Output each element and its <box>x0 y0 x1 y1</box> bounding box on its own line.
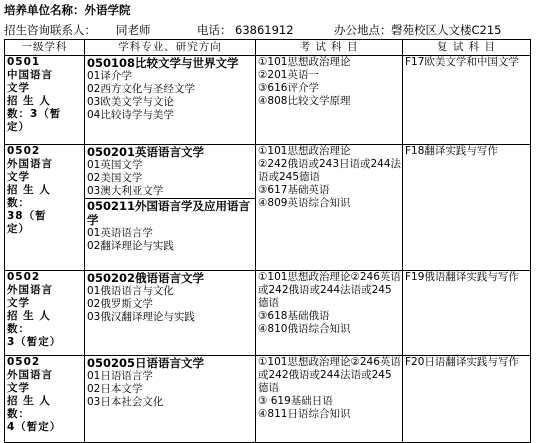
retest-cell <box>403 271 531 356</box>
major-cell <box>85 56 256 145</box>
column-header-major: 学科专业、研究方向 <box>85 40 256 56</box>
retest-cell <box>403 356 531 443</box>
discipline-line: 数： <box>7 323 30 335</box>
discipline-cell <box>5 145 85 271</box>
direction-item: 02美国文学 <box>87 172 143 184</box>
discipline-line: 文学 <box>7 171 30 183</box>
discipline-line: 外国语言 <box>7 369 53 381</box>
discipline-line: 文学 <box>7 297 30 309</box>
exam-item: ④808比较文学原理 <box>258 95 351 107</box>
contact-name: 同老师 <box>116 23 151 37</box>
table-row <box>5 356 531 443</box>
major-cell <box>85 356 256 443</box>
direction-item: 04比较诗学与美学 <box>87 109 174 121</box>
direction-item: 01英国文学 <box>87 159 143 171</box>
direction-item: 03日本社会文化 <box>87 396 164 408</box>
discipline-line: 数： <box>7 197 30 209</box>
direction-item: 02俄罗斯文学 <box>87 298 153 310</box>
exam-item: ①101思想政治理论 <box>258 145 351 157</box>
table-header-row <box>5 40 531 56</box>
retest-cell <box>403 56 531 145</box>
column-header-discipline: 一级学科 <box>5 40 85 56</box>
direction-item: 02西方文化与圣经文学 <box>87 83 195 95</box>
retest-item: F20日语翻译实践与写作 <box>405 356 519 368</box>
discipline-cell <box>5 56 85 145</box>
office-label: 办公地点： <box>334 23 392 37</box>
exam-item: ③617基础英语 <box>258 184 330 196</box>
exam-item: ②201英语一 <box>258 69 319 81</box>
discipline-line: 招 生 人 <box>7 395 51 407</box>
column-header-retest: 复 试 科 目 <box>403 40 531 56</box>
exam-item: ④811日语综合知识 <box>258 408 351 420</box>
major-title: 050205日语语言文学 <box>87 356 205 370</box>
exam-item: ①101思想政治理论 <box>258 56 351 68</box>
exam-item: ①101思想政治理论②246英语或242俄语或244法语或245德语 <box>258 356 401 394</box>
table-row <box>5 56 531 145</box>
exam-item: ④810俄语综合知识 <box>258 323 351 335</box>
retest-cell <box>403 145 531 271</box>
discipline-line: 3（暂定） <box>7 336 62 348</box>
major-cell <box>85 145 256 271</box>
table-row <box>5 145 531 271</box>
discipline-line: 外国语言 <box>7 284 53 296</box>
discipline-line: 中国语言 <box>7 69 53 81</box>
table-row <box>5 271 531 356</box>
discipline-code: 0502 <box>7 271 41 283</box>
unit-name: 培养单位名称：外语学院 <box>4 3 131 17</box>
direction-item: 01译介学 <box>87 70 132 82</box>
discipline-line: 38（暂 <box>7 210 47 222</box>
discipline-line: 定） <box>7 121 30 133</box>
phone-number: 63861912 <box>235 23 294 37</box>
discipline-line: 数： <box>7 408 30 420</box>
direction-item: 01英语语言学 <box>87 227 153 239</box>
office-location: 磬苑校区人文楼C215 <box>391 23 502 37</box>
discipline-line: 文学 <box>7 82 30 94</box>
retest-item: F19俄语翻译实践与写作 <box>405 271 519 283</box>
major-title: 050201英语语言文学 <box>87 145 205 159</box>
discipline-line: 定） <box>7 223 30 235</box>
direction-item: 01俄语语言与文化 <box>87 285 174 297</box>
major-title: 050211外国语言学及应用语言学 <box>87 199 251 227</box>
major-title: 050202俄语语言文学 <box>87 271 205 285</box>
column-header-exams: 考 试 科 目 <box>256 40 403 56</box>
discipline-line: 文学 <box>7 382 30 394</box>
exam-cell <box>256 356 403 443</box>
discipline-code: 0502 <box>7 356 41 368</box>
direction-item: 03俄汉翻译理论与实践 <box>87 311 195 323</box>
exam-cell <box>256 145 403 271</box>
discipline-line: 招 生 人 <box>7 184 51 196</box>
exam-cell <box>256 271 403 356</box>
contact-label: 招生咨询联系人： <box>4 23 96 37</box>
discipline-line: 招 生 人 <box>7 95 51 107</box>
discipline-line: 外国语言 <box>7 158 53 170</box>
phone-label: 电话： <box>197 23 232 37</box>
second-major-block <box>85 198 255 253</box>
discipline-cell <box>5 356 85 443</box>
exam-item: ③616评介学 <box>258 82 319 94</box>
direction-item: 02日本文学 <box>87 383 143 395</box>
discipline-code: 0502 <box>7 145 41 157</box>
exam-item: ①101思想政治理论②246英语或242俄语或244法语或245德语 <box>258 271 401 309</box>
exam-cell <box>256 56 403 145</box>
direction-item: 02翻译理论与实践 <box>87 240 174 252</box>
direction-item: 03澳大利亚文学 <box>87 185 164 197</box>
discipline-line: 数：3（暂 <box>7 108 62 120</box>
major-title: 050108比较文学与世界文学 <box>87 56 239 70</box>
program-table <box>4 39 531 443</box>
discipline-code: 0501 <box>7 56 41 68</box>
exam-item: ③618基础俄语 <box>258 310 330 322</box>
discipline-line: 4（暂定） <box>7 421 62 433</box>
direction-item: 03欧美文学与文论 <box>87 96 174 108</box>
exam-item: ③ 619基础日语 <box>258 395 333 407</box>
retest-item: F17欧美文学和中国文学 <box>405 56 519 68</box>
major-cell <box>85 271 256 356</box>
discipline-cell <box>5 271 85 356</box>
exam-item: ②242俄语或243日语或244法语或245德语 <box>258 158 402 183</box>
exam-item: ④809英语综合知识 <box>258 197 351 209</box>
direction-item: 01日语语言学 <box>87 370 153 382</box>
discipline-line: 招 生 人 <box>7 310 51 322</box>
retest-item: F18翻译实践与写作 <box>405 145 498 157</box>
